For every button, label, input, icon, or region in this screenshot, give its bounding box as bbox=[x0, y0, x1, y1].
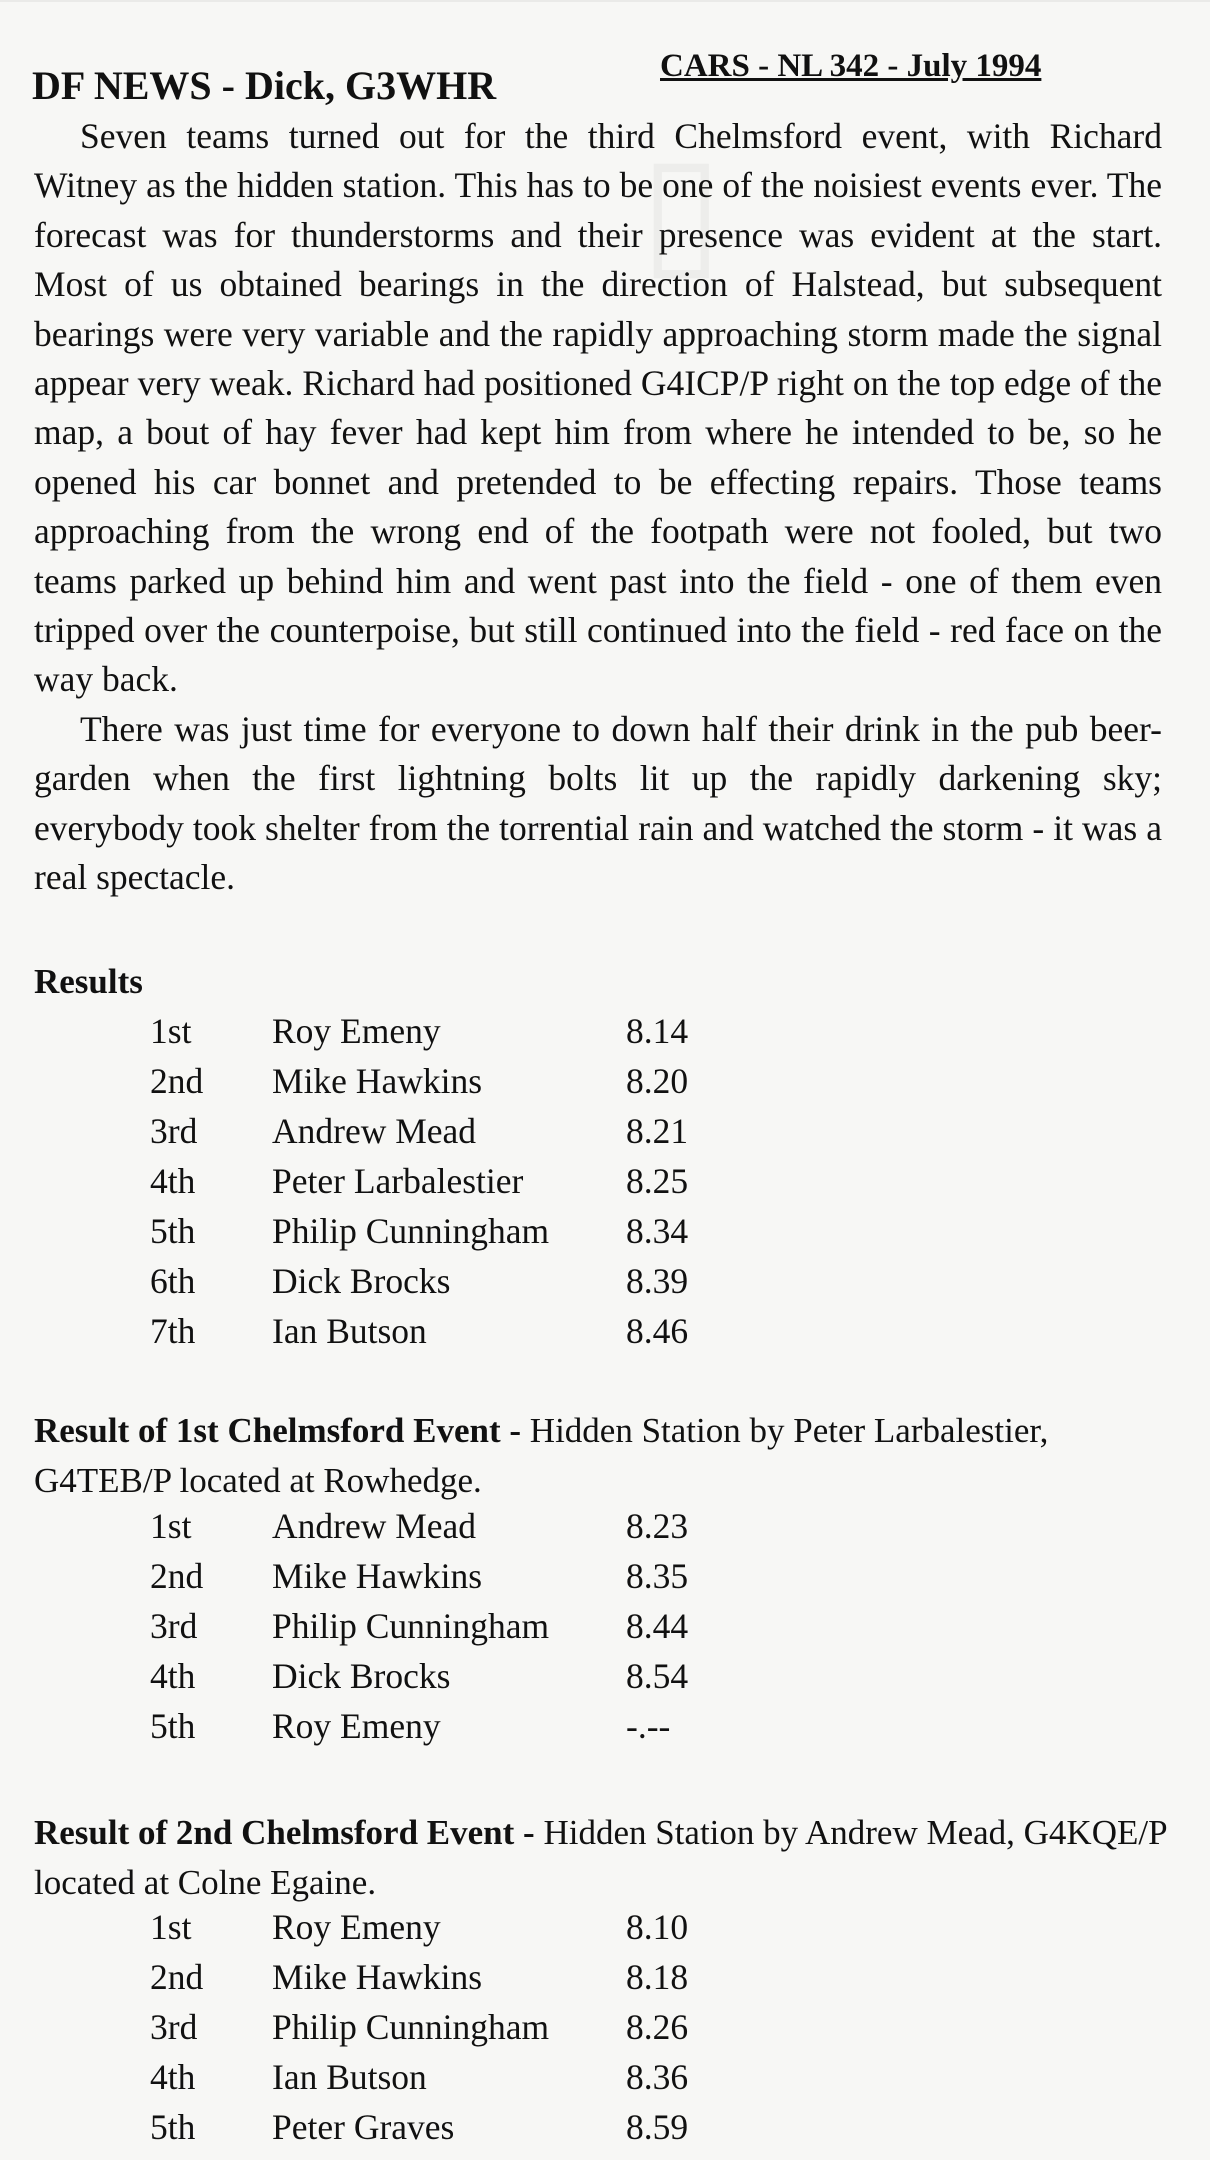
result-place: 3rd bbox=[150, 1606, 198, 1646]
result-time: -.-- bbox=[626, 1706, 671, 1746]
result-name: Dick Brocks bbox=[272, 1656, 451, 1696]
event2-heading-detail: Hidden Station by Andrew Mead, G4KQE/P located at Colne Egaine. bbox=[34, 1813, 1167, 1902]
result-place: 1st bbox=[150, 1011, 192, 1051]
result-time: 8.18 bbox=[626, 1957, 689, 1997]
result-name: Mike Hawkins bbox=[272, 1556, 483, 1596]
event2-heading-lead: Result of 2nd Chelmsford Event - bbox=[34, 1813, 535, 1852]
event1-heading-detail: Hidden Station by Peter Larbalestier, G4TEB/P located at Rowhedge. bbox=[34, 1411, 1049, 1500]
result-name: Philip Cunningham bbox=[272, 1606, 550, 1646]
result-place: 1st bbox=[150, 1907, 192, 1947]
result-name: Peter Graves bbox=[272, 2107, 455, 2147]
result-place: 2nd bbox=[150, 1061, 204, 1101]
result-time: 8.39 bbox=[626, 1261, 689, 1301]
result-time: 8.54 bbox=[626, 1656, 689, 1696]
result-name: Mike Hawkins bbox=[272, 1957, 483, 1997]
result-time: 8.14 bbox=[626, 1011, 689, 1051]
result-time: 8.34 bbox=[626, 1211, 689, 1251]
result-time: 8.21 bbox=[626, 1111, 689, 1151]
result-place: 3rd bbox=[150, 2007, 198, 2047]
result-name: Andrew Mead bbox=[272, 1506, 477, 1546]
result-time: 8.59 bbox=[626, 2107, 689, 2147]
result-name: Dick Brocks bbox=[272, 1261, 451, 1301]
article-body bbox=[34, 112, 1162, 903]
result-time: 8.25 bbox=[626, 1161, 689, 1201]
newsletter-reference: CARS - NL 342 - July 1994 bbox=[660, 48, 1042, 84]
result-time: 8.26 bbox=[626, 2007, 689, 2047]
result-time: 8.20 bbox=[626, 1061, 689, 1101]
result-name: Mike Hawkins bbox=[272, 1061, 483, 1101]
result-time: 8.46 bbox=[626, 1311, 689, 1351]
result-name: Philip Cunningham bbox=[272, 1211, 550, 1251]
article-title: DF NEWS - Dick, G3WHR bbox=[32, 63, 497, 108]
result-name: Peter Larbalestier bbox=[272, 1161, 524, 1201]
result-place: 5th bbox=[150, 1706, 196, 1746]
event1-heading-lead: Result of 1st Chelmsford Event - bbox=[34, 1411, 522, 1450]
result-place: 4th bbox=[150, 1656, 196, 1696]
event2-heading bbox=[34, 1808, 1174, 1908]
result-time: 8.35 bbox=[626, 1556, 689, 1596]
result-name: Roy Emeny bbox=[272, 1011, 441, 1051]
result-time: 8.23 bbox=[626, 1506, 689, 1546]
event1-heading bbox=[34, 1406, 1174, 1506]
result-time: 8.36 bbox=[626, 2057, 689, 2097]
result-place: 2nd bbox=[150, 1556, 204, 1596]
result-name: Roy Emeny bbox=[272, 1706, 441, 1746]
scan-edge bbox=[0, 0, 1210, 2]
result-place: 4th bbox=[150, 2057, 196, 2097]
result-time: 8.44 bbox=[626, 1606, 689, 1646]
result-place: 5th bbox=[150, 1211, 196, 1251]
results-heading: Results bbox=[34, 962, 143, 1001]
article-paragraph: Seven teams turned out for the third Chelmsford event, with Richard Witney as the hidden station. This has to be one of the noisiest events ever. The forecast was for thunderstorms and their presence was evident at the start. Most of us obtained bearings in the direction of Halstead, but subsequent bearings were very variable and the rapidly approaching storm made the signal appear very weak. Richard had positioned G4ICP/P right on the top edge of the map, a bout of hay fever had kept him from where he intended to be, so he opened his car bonnet and pretended to be effecting repairs. Those teams approaching from the wrong end of the footpath were not fooled, but two teams parked up behind him and went past into the field - one of them even tripped over the counterpoise, but still continued into the field - red face on the way back. bbox=[34, 116, 1162, 700]
result-place: 3rd bbox=[150, 1111, 198, 1151]
result-place: 7th bbox=[150, 1311, 196, 1351]
result-name: Ian Butson bbox=[272, 1311, 427, 1351]
result-name: Roy Emeny bbox=[272, 1907, 441, 1947]
result-place: 5th bbox=[150, 2107, 196, 2147]
result-place: 4th bbox=[150, 1161, 196, 1201]
article-paragraph: There was just time for everyone to down half their drink in the pub beer-garden when the first lightning bolts lit up the rapidly darkening sky; everybody took shelter from the torrential rain and watched the storm - it was a real spectacle. bbox=[34, 708, 1162, 898]
result-place: 6th bbox=[150, 1261, 196, 1301]
result-name: Andrew Mead bbox=[272, 1111, 477, 1151]
result-place: 2nd bbox=[150, 1957, 204, 1997]
result-time: 8.10 bbox=[626, 1907, 689, 1947]
result-place: 1st bbox=[150, 1506, 192, 1546]
result-name: Philip Cunningham bbox=[272, 2007, 550, 2047]
result-name: Ian Butson bbox=[272, 2057, 427, 2097]
